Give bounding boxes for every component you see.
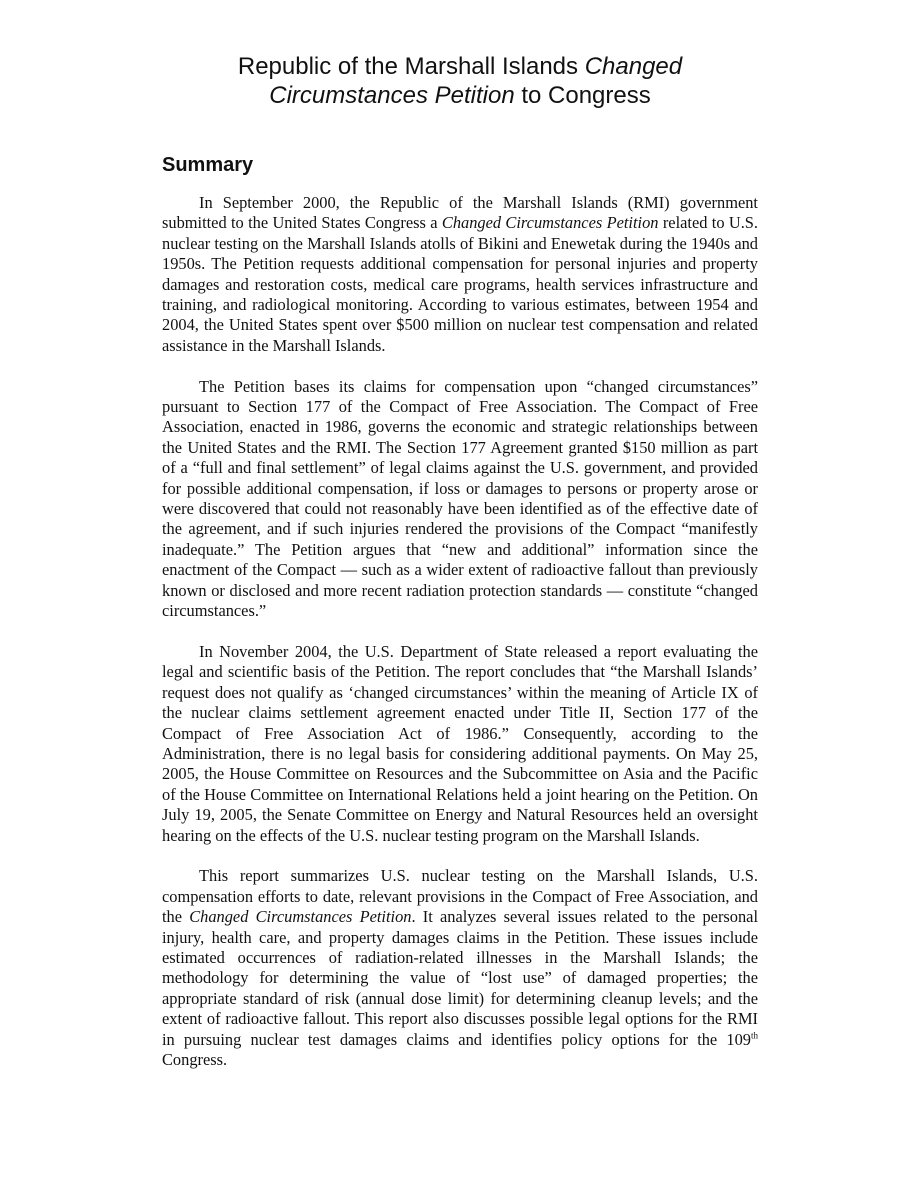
paragraph-3: In November 2004, the U.S. Department of State released a report evaluating the legal and scientific basis of the Petition. The report concludes that “the Marshall Islands’ request does not qualify as ‘changed circumstances’ within the meaning of Article IX of the nuclear claims settlement agreement enacted under Title II, Section 177 of the Compact of Free Association Act of 1986.” Consequently, according to the Administration, there is no legal basis for considering additional payments. On May 25, 2005, the House Committee on Resources and the Subcommittee on Asia and the Pacific of the House Committee on International Relations held a joint hearing on the Petition. On July 19, 2005, the Senate Committee on Energy and Natural Resources held an oversight hearing on the effects of the U.S. nuclear testing program on the Marshall Islands. [162, 641, 758, 845]
paragraph-1-text-c: related to U.S. nuclear testing on the Marshall Islands atolls of Bikini and Enewetak during the 1940s and 1950s. The Petition requests additional compensation for personal injuries and property damages and restoration costs, medical care programs, health services infrastructure and training, and radiological monitoring. According to various estimates, between 1954 and 2004, the United States spent over $500 million on nuclear test compensation and related assistance in the Marshall Islands. [162, 213, 759, 355]
paragraph-4-text-a: This report summarizes U.S. nuclear testing on the Marshall Islands, U.S. compensation efforts to date, relevant provisions in the Compact of Free Association, and the [162, 866, 758, 927]
document-title [162, 52, 758, 110]
paragraph-4-italic: Changed Circumstances Petition [189, 907, 412, 927]
title-line1-text: Republic of the Marshall Islands [237, 53, 585, 80]
ordinal-superscript: th [750, 1030, 758, 1041]
paragraph-1-italic: Changed Circumstances Petition [441, 213, 659, 233]
paragraph-1 [162, 193, 758, 356]
paragraph-2: The Petition bases its claims for compensation upon “changed circumstances” pursuant to Section 177 of the Compact of Free Association. The Compact of Free Association, enacted in 1986, governs the economic and strategic relationships between the United States and the RMI. The Section 177 Agreement granted $150 million as part of a “full and final settlement” of legal claims against the U.S. government, and provided for possible additional compensation, if loss or damages to persons or property arose or were discovered that could not reasonably have been identified as of the effective date of the agreement, and if such injuries rendered the provisions of the Compact “manifestly inadequate.” The Petition argues that “new and additional” information since the enactment of the Compact — such as a wider extent of radioactive fallout than previously known or disclosed and more recent radiation protection standards — constitute “changed circumstances.” [162, 376, 758, 621]
paragraph-1-text-a: In September 2000, the Republic of the Marshall Islands (RMI) government submitted to the United States Congress a [162, 193, 758, 233]
paragraph-4-text-d: Congress. [162, 1050, 228, 1070]
title-line2-text: to Congress [514, 82, 651, 109]
paragraph-4 [162, 866, 758, 1070]
paragraph-4-text-c: . It analyzes several issues related to the personal injury, health care, and property damages claims in the Petition. These issues include estimated occurrences of radiation-related illnesses in the Marshall Islands; the methodology for determining the value of “lost use” of damaged properties; the appropriate standard of risk (annual dose limit) for determining cleanup levels; and the extent of radioactive fallout. This report also discusses possible legal options for the RMI in pursuing nuclear test damages claims and identifies policy options for the 109 [162, 907, 758, 1049]
summary-heading: Summary [162, 154, 254, 176]
document-page [162, 52, 758, 1091]
title-italic-circumstances-petition: Circumstances Petition [269, 82, 515, 109]
title-italic-changed: Changed [584, 53, 683, 80]
